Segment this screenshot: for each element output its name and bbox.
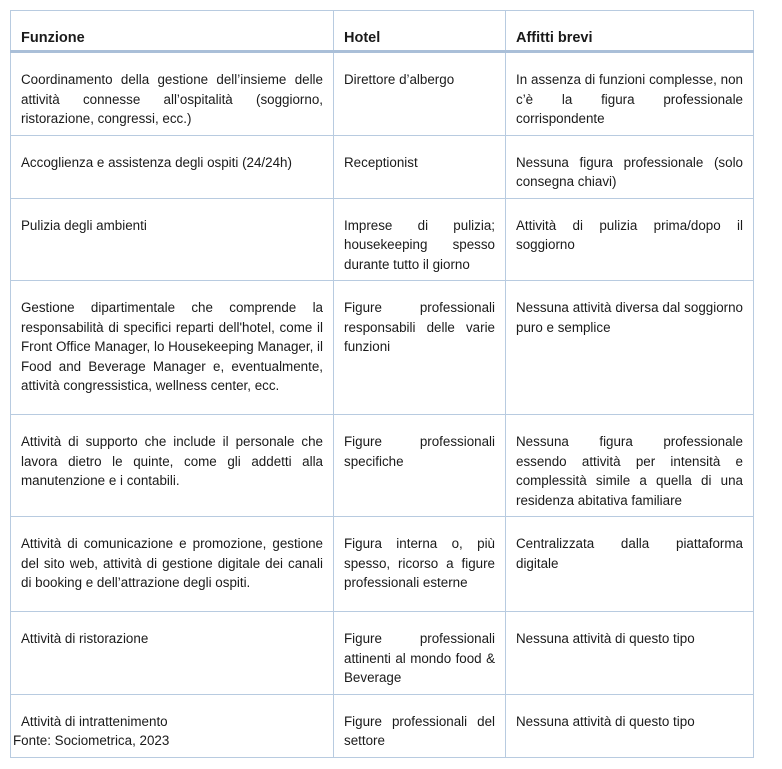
cell-hotel: Imprese di pulizia; housekeeping spesso durante tutto il giorno [334,198,506,281]
cell-funzione: Pulizia degli ambienti [11,198,334,281]
cell-funzione: Attività di ristorazione [11,612,334,695]
table-row [11,281,754,415]
table-row [11,52,754,136]
cell-affitti: Nessuna attività di questo tipo [506,694,754,757]
table-row [11,612,754,695]
cell-hotel: Figura interna o, più spesso, ricorso a figure professionali esterne [334,517,506,612]
table-row [11,517,754,612]
table-row [11,198,754,281]
header-hotel: Hotel [334,11,506,52]
cell-hotel: Figure professionali attinenti al mondo food & Beverage [334,612,506,695]
cell-funzione: Attività di comunicazione e promozione, gestione del sito web, attività di gestione digitale dei canali di booking e dell’attrazione degli ospiti. [11,517,334,612]
cell-hotel: Direttore d’albergo [334,52,506,136]
table-header-row [11,11,754,52]
cell-funzione: Coordinamento della gestione dell’insieme delle attività connesse all’ospitalità (soggiorno, ristorazione, congressi, ecc.) [11,52,334,136]
table-row [11,135,754,198]
cell-funzione: Attività di intrattenimento [11,694,334,757]
cell-hotel: Figure professionali responsabili delle varie funzioni [334,281,506,415]
cell-affitti: Centralizzata dalla piattaforma digitale [506,517,754,612]
comparison-table [10,10,754,758]
cell-funzione: Accoglienza e assistenza degli ospiti (24/24h) [11,135,334,198]
cell-affitti: In assenza di funzioni complesse, non c’è la figura professionale corrispondente [506,52,754,136]
cell-funzione: Attività di supporto che include il personale che lavora dietro le quinte, come gli addetti alla manutenzione e i contabili. [11,415,334,517]
cell-affitti: Nessuna figura professionale essendo attività per intensità e complessità simile a quella di una residenza abitativa familiare [506,415,754,517]
cell-hotel: Figure professionali del settore [334,694,506,757]
header-funzione: Funzione [11,11,334,52]
cell-hotel: Figure professionali specifiche [334,415,506,517]
source-note: Fonte: Sociometrica, 2023 [13,733,170,748]
cell-funzione: Gestione dipartimentale che comprende la responsabilità di specifici reparti dell'hotel, come il Front Office Manager, lo Housekeeping Manager, il Food and Beverage Manager e, eventualmente, attività congressistica, wellness center, ecc. [11,281,334,415]
cell-affitti: Nessuna attività diversa dal soggiorno puro e semplice [506,281,754,415]
cell-hotel: Receptionist [334,135,506,198]
table-row [11,415,754,517]
cell-affitti: Attività di pulizia prima/dopo il soggiorno [506,198,754,281]
cell-affitti: Nessuna figura professionale (solo consegna chiavi) [506,135,754,198]
cell-affitti: Nessuna attività di questo tipo [506,612,754,695]
header-affitti-brevi: Affitti brevi [506,11,754,52]
